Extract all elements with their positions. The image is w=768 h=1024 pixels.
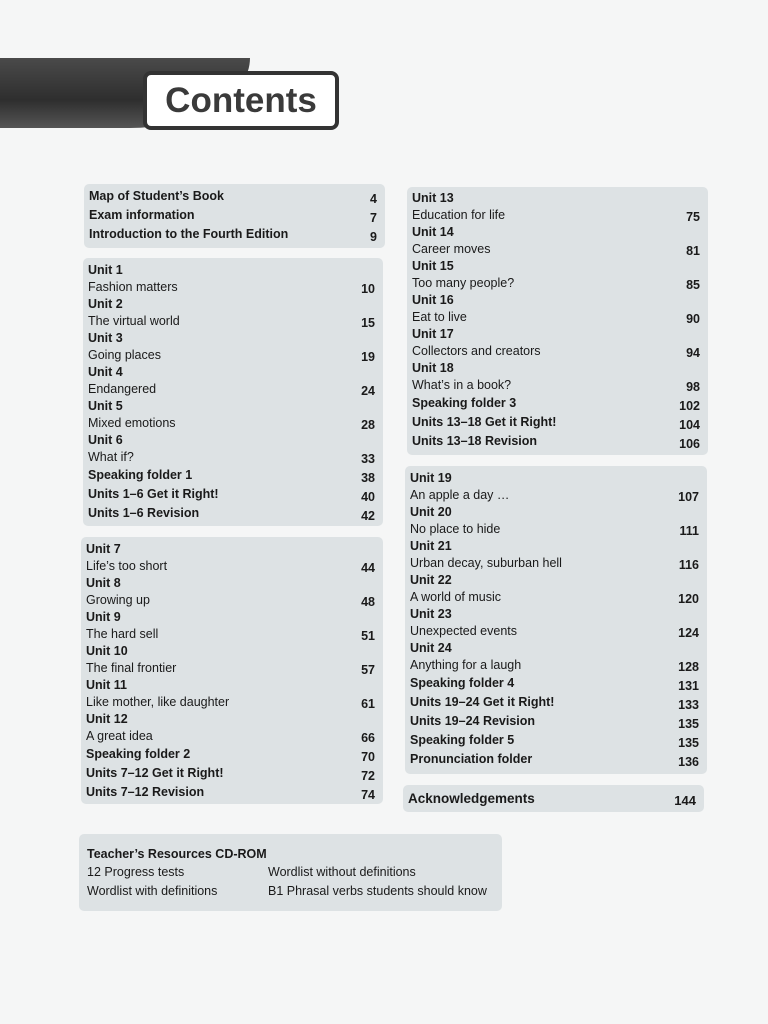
units-13-18-box bbox=[407, 187, 708, 455]
unit-title: The virtual world bbox=[88, 314, 180, 328]
entry-label: Pronunciation folder bbox=[410, 752, 533, 766]
page-number: 135 bbox=[678, 736, 699, 750]
page-number: 24 bbox=[361, 384, 375, 398]
toc-entry[interactable] bbox=[89, 187, 377, 206]
unit-number: Unit 11 bbox=[86, 678, 127, 692]
unit-entry[interactable] bbox=[88, 296, 375, 330]
unit-number: Unit 7 bbox=[86, 542, 121, 556]
page-number: 124 bbox=[678, 626, 699, 640]
unit-number: Unit 17 bbox=[412, 327, 454, 341]
page-number: 40 bbox=[361, 490, 375, 504]
page-number: 135 bbox=[678, 717, 699, 731]
page-number: 85 bbox=[686, 278, 700, 292]
entry-label: Units 7–12 Get it Right! bbox=[86, 766, 224, 780]
unit-entry[interactable] bbox=[412, 326, 700, 360]
cd-rom-title: Teacher’s Resources CD-ROM bbox=[87, 847, 267, 861]
page-number: 128 bbox=[678, 660, 699, 674]
toc-entry[interactable] bbox=[410, 712, 699, 731]
toc-entry[interactable] bbox=[410, 693, 699, 712]
unit-entry[interactable] bbox=[412, 224, 700, 258]
unit-title: Life’s too short bbox=[86, 559, 168, 573]
unit-entry[interactable] bbox=[86, 677, 375, 711]
page-number: 94 bbox=[686, 346, 700, 360]
unit-title: What if? bbox=[88, 450, 134, 464]
unit-entry[interactable] bbox=[410, 640, 699, 674]
toc-entry[interactable] bbox=[86, 783, 375, 802]
unit-title: Career moves bbox=[412, 242, 491, 256]
toc-entry[interactable] bbox=[408, 789, 696, 808]
entry-label: Units 13–18 Revision bbox=[412, 434, 538, 448]
unit-number: Unit 13 bbox=[412, 191, 454, 205]
unit-number: Unit 23 bbox=[410, 607, 452, 621]
unit-number: Unit 8 bbox=[86, 576, 121, 590]
unit-entry[interactable] bbox=[412, 292, 700, 326]
unit-number: Unit 20 bbox=[410, 505, 452, 519]
unit-number: Unit 24 bbox=[410, 641, 452, 655]
unit-entry[interactable] bbox=[410, 538, 699, 572]
unit-number: Unit 15 bbox=[412, 259, 454, 273]
page-number: 57 bbox=[361, 663, 375, 677]
title-box bbox=[143, 71, 339, 130]
page-number: 107 bbox=[678, 490, 699, 504]
unit-title: Education for life bbox=[412, 208, 506, 222]
page-number: 7 bbox=[370, 211, 377, 225]
page-number: 106 bbox=[679, 437, 700, 451]
cd-rom-box bbox=[79, 834, 502, 911]
unit-number: Unit 22 bbox=[410, 573, 452, 587]
toc-entry[interactable] bbox=[412, 394, 700, 413]
unit-title: Too many people? bbox=[412, 276, 515, 290]
page-number: 70 bbox=[361, 750, 375, 764]
unit-entry[interactable] bbox=[88, 364, 375, 398]
unit-title: Collectors and creators bbox=[412, 344, 541, 358]
toc-entry[interactable] bbox=[410, 750, 699, 769]
entry-label: Speaking folder 4 bbox=[410, 676, 515, 690]
page-number: 144 bbox=[674, 793, 696, 808]
unit-number: Unit 12 bbox=[86, 712, 128, 726]
entry-label: Introduction to the Fourth Edition bbox=[89, 227, 289, 241]
unit-entry[interactable] bbox=[86, 575, 375, 609]
page-number: 136 bbox=[678, 755, 699, 769]
unit-title: Anything for a laugh bbox=[410, 658, 522, 672]
entry-label: Units 19–24 Revision bbox=[410, 714, 536, 728]
unit-title: Fashion matters bbox=[88, 280, 178, 294]
page-number: 38 bbox=[361, 471, 375, 485]
page-number: 72 bbox=[361, 769, 375, 783]
unit-entry[interactable] bbox=[86, 609, 375, 643]
page-number: 98 bbox=[686, 380, 700, 394]
page-number: 81 bbox=[686, 244, 700, 258]
unit-title: Unexpected events bbox=[410, 624, 518, 638]
cd-rom-item[interactable]: Wordlist with definitions bbox=[87, 884, 218, 898]
unit-title: No place to hide bbox=[410, 522, 501, 536]
unit-entry[interactable] bbox=[410, 572, 699, 606]
page-number: 10 bbox=[361, 282, 375, 296]
unit-entry[interactable] bbox=[410, 470, 699, 504]
intro-box bbox=[84, 184, 385, 248]
unit-title: The final frontier bbox=[86, 661, 177, 675]
toc-entry[interactable] bbox=[410, 731, 699, 750]
toc-entry[interactable] bbox=[88, 485, 375, 504]
page-number: 28 bbox=[361, 418, 375, 432]
toc-entry[interactable] bbox=[410, 674, 699, 693]
unit-entry[interactable] bbox=[88, 330, 375, 364]
page-number: 48 bbox=[361, 595, 375, 609]
entry-label: Units 1–6 Revision bbox=[88, 506, 200, 520]
unit-entry[interactable] bbox=[412, 360, 700, 394]
cd-rom-item[interactable]: B1 Phrasal verbs students should know bbox=[268, 884, 487, 898]
units-19-24-box bbox=[405, 466, 707, 774]
unit-title: What’s in a book? bbox=[412, 378, 512, 392]
page-number: 19 bbox=[361, 350, 375, 364]
page-number: 51 bbox=[361, 629, 375, 643]
page-number: 74 bbox=[361, 788, 375, 802]
toc-entry[interactable] bbox=[412, 413, 700, 432]
unit-title: Mixed emotions bbox=[88, 416, 176, 430]
unit-title: Like mother, like daughter bbox=[86, 695, 230, 709]
unit-number: Unit 14 bbox=[412, 225, 454, 239]
unit-entry[interactable] bbox=[412, 258, 700, 292]
unit-number: Unit 16 bbox=[412, 293, 454, 307]
toc-entry[interactable] bbox=[412, 432, 700, 451]
unit-number: Unit 1 bbox=[88, 263, 123, 277]
entry-label: Speaking folder 5 bbox=[410, 733, 515, 747]
page-number: 9 bbox=[370, 230, 377, 244]
unit-title: A world of music bbox=[410, 590, 502, 604]
entry-label: Units 1–6 Get it Right! bbox=[88, 487, 219, 501]
unit-entry[interactable] bbox=[88, 432, 375, 466]
toc-entry[interactable] bbox=[86, 745, 375, 764]
unit-number: Unit 19 bbox=[410, 471, 452, 485]
entry-label: Units 7–12 Revision bbox=[86, 785, 205, 799]
page-number: 133 bbox=[678, 698, 699, 712]
unit-title: An apple a day … bbox=[410, 488, 510, 502]
page-title: Contents bbox=[165, 80, 317, 120]
unit-title: Going places bbox=[88, 348, 161, 362]
units-7-12-box bbox=[81, 537, 383, 804]
page-number: 102 bbox=[679, 399, 700, 413]
units-1-6-box bbox=[83, 258, 383, 526]
unit-entry[interactable] bbox=[88, 262, 375, 296]
page-number: 44 bbox=[361, 561, 375, 575]
page-number: 33 bbox=[361, 452, 375, 466]
entry-label: Exam information bbox=[89, 208, 195, 222]
unit-entry[interactable] bbox=[86, 711, 375, 745]
unit-title: The hard sell bbox=[86, 627, 159, 641]
unit-entry[interactable] bbox=[88, 398, 375, 432]
page-number: 61 bbox=[361, 697, 375, 711]
unit-entry[interactable] bbox=[86, 643, 375, 677]
unit-title: Eat to live bbox=[412, 310, 467, 324]
unit-title: Endangered bbox=[88, 382, 157, 396]
cd-rom-item[interactable]: Wordlist without definitions bbox=[268, 865, 416, 879]
cd-rom-item[interactable]: 12 Progress tests bbox=[87, 865, 185, 879]
page-number: 66 bbox=[361, 731, 375, 745]
unit-entry[interactable] bbox=[412, 190, 700, 224]
unit-title: A great idea bbox=[86, 729, 153, 743]
unit-number: Unit 10 bbox=[86, 644, 128, 658]
unit-number: Unit 18 bbox=[412, 361, 454, 375]
entry-label: Units 13–18 Get it Right! bbox=[412, 415, 557, 429]
toc-entry[interactable] bbox=[88, 466, 375, 485]
unit-number: Unit 5 bbox=[88, 399, 123, 413]
acknowledgements-box bbox=[403, 785, 704, 812]
entry-label: Speaking folder 2 bbox=[86, 747, 191, 761]
page-number: 116 bbox=[678, 558, 699, 572]
toc-entry[interactable] bbox=[89, 206, 377, 225]
page-number: 90 bbox=[686, 312, 700, 326]
toc-entry[interactable] bbox=[89, 225, 377, 244]
entry-label: Speaking folder 3 bbox=[412, 396, 517, 410]
unit-number: Unit 6 bbox=[88, 433, 123, 447]
page-number: 104 bbox=[679, 418, 700, 432]
unit-title: Growing up bbox=[86, 593, 150, 607]
page-number: 111 bbox=[679, 524, 699, 538]
toc-entry[interactable] bbox=[86, 764, 375, 783]
page-number: 42 bbox=[361, 509, 375, 523]
unit-number: Unit 2 bbox=[88, 297, 123, 311]
toc-entry[interactable] bbox=[88, 504, 375, 523]
unit-number: Unit 4 bbox=[88, 365, 123, 379]
unit-entry[interactable] bbox=[86, 541, 375, 575]
unit-title: Urban decay, suburban hell bbox=[410, 556, 562, 570]
page-number: 4 bbox=[370, 192, 377, 206]
page-number: 75 bbox=[686, 210, 700, 224]
unit-number: Unit 21 bbox=[410, 539, 452, 553]
page-number: 120 bbox=[678, 592, 699, 606]
unit-number: Unit 3 bbox=[88, 331, 123, 345]
entry-label: Map of Student’s Book bbox=[89, 189, 224, 203]
entry-label: Acknowledgements bbox=[408, 791, 535, 806]
entry-label: Units 19–24 Get it Right! bbox=[410, 695, 555, 709]
unit-entry[interactable] bbox=[410, 606, 699, 640]
entry-label: Speaking folder 1 bbox=[88, 468, 193, 482]
unit-entry[interactable] bbox=[410, 504, 699, 538]
unit-number: Unit 9 bbox=[86, 610, 121, 624]
page-number: 131 bbox=[678, 679, 699, 693]
page-number: 15 bbox=[361, 316, 375, 330]
